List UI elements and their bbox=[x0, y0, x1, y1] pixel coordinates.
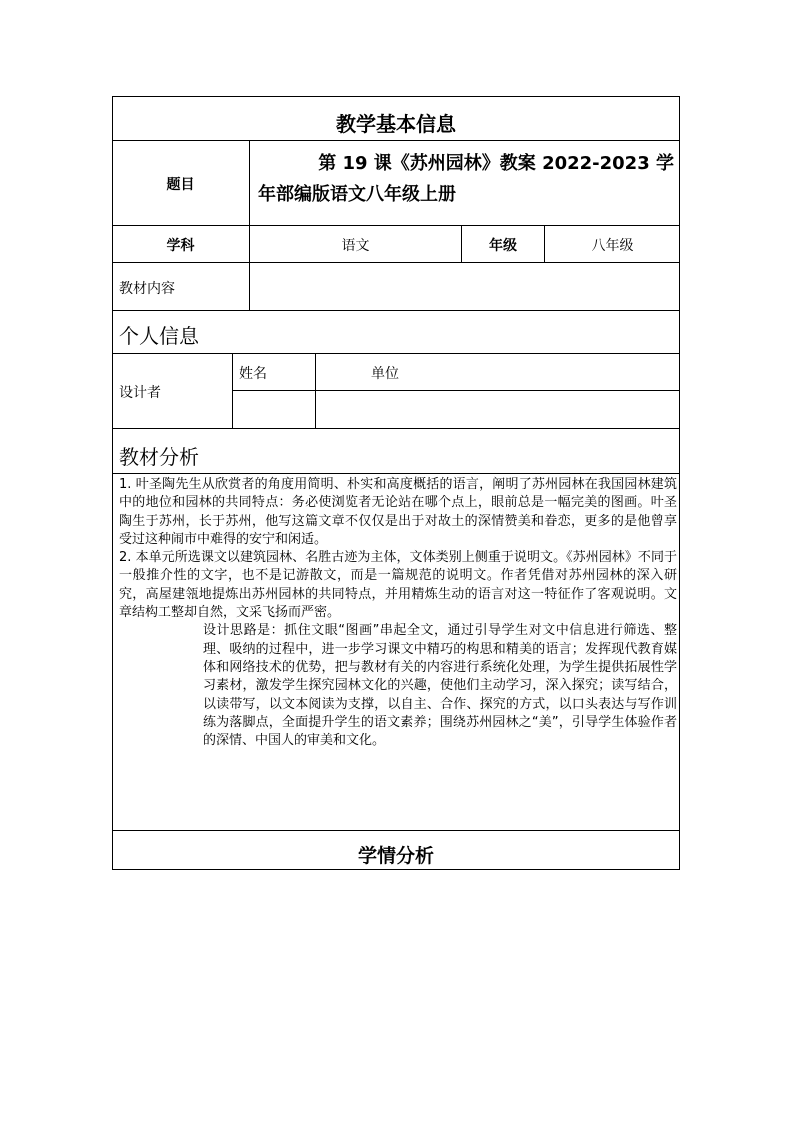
row-divider bbox=[112, 473, 680, 474]
analysis-heading: 教材分析 bbox=[119, 445, 199, 469]
row-divider bbox=[112, 310, 680, 311]
row-divider bbox=[112, 428, 680, 429]
subject-value: 语文 bbox=[341, 238, 370, 254]
row-divider bbox=[232, 390, 680, 391]
topic-label: 题目 bbox=[166, 177, 195, 193]
analysis-body bbox=[119, 476, 677, 750]
row-divider bbox=[112, 262, 680, 263]
grade-value: 八年级 bbox=[591, 238, 634, 254]
table-title: 教学基本信息 bbox=[336, 112, 456, 136]
student-analysis-heading: 学情分析 bbox=[357, 845, 434, 867]
row-divider bbox=[112, 830, 680, 831]
topic-line-2: 年部编版语文八年级上册 bbox=[258, 184, 456, 205]
designer-label: 设计者 bbox=[119, 385, 161, 401]
row-divider bbox=[112, 353, 680, 354]
subject-label: 学科 bbox=[166, 238, 195, 254]
name-label: 姓名 bbox=[239, 366, 267, 382]
personal-info-heading: 个人信息 bbox=[119, 324, 199, 348]
topic-line-1: 第 19 课《苏州园林》教案 2022-2023 学 bbox=[318, 153, 674, 174]
material-label: 教材内容 bbox=[119, 281, 175, 297]
column-divider bbox=[315, 353, 316, 428]
column-divider bbox=[232, 353, 233, 428]
analysis-paragraph-1: 1. 叶圣陶先生从欣赏者的角度用简明、朴实和高度概括的语言，阐明了苏州园林在我国园林建筑中的地位和园林的共同特点：务必使浏览者无论站在哪个点上，眼前总是一幅完美的图画。叶圣陶生于苏州，长于苏州，他写这篇文章不仅仅是出于对故土的深情赞美和眷恋，更多的是他曾享受过这种闹市中难得的安宁和闲适。 bbox=[119, 477, 677, 547]
topic-value bbox=[250, 148, 678, 210]
analysis-paragraph-3: 设计思路是：抓住文眼“图画”串起全文，通过引导学生对文中信息进行筛选、整理、吸纳的过程中，进一步学习课文中精巧的构思和精美的语言；发挥现代教育媒体和网络技术的优势，把与教材有关的内容进行系统化处理，为学生提供拓展性学习素材，激发学生探究园林文化的兴趣，使他们主动学习，深入探究；读写结合，以读带写，以文本阅读为支撑，以自主、合作、探究的方式，以口头表达与写作训练为落脚点，全面提升学生的语文素养；围绕苏州园林之“美”，引导学生体验作者的深情、中国人的审美和文化。 bbox=[203, 623, 677, 749]
row-divider bbox=[112, 140, 680, 141]
row-divider bbox=[112, 225, 680, 226]
analysis-paragraph-2: 2. 本单元所选课文以建筑园林、名胜古迹为主体，文体类别上侧重于说明文。《苏州园林》不同于一般推介性的文字，也不是记游散文，而是一篇规范的说明文。作者凭借对苏州园林的深入研究，高屋建瓴地提炼出苏州园林的共同特点，并用精炼生动的语言对这一特征作了客观说明。文章结构工整却自然，文采飞扬而严密。 bbox=[119, 550, 677, 621]
unit-label: 单位 bbox=[371, 366, 399, 382]
grade-label: 年级 bbox=[489, 238, 517, 254]
